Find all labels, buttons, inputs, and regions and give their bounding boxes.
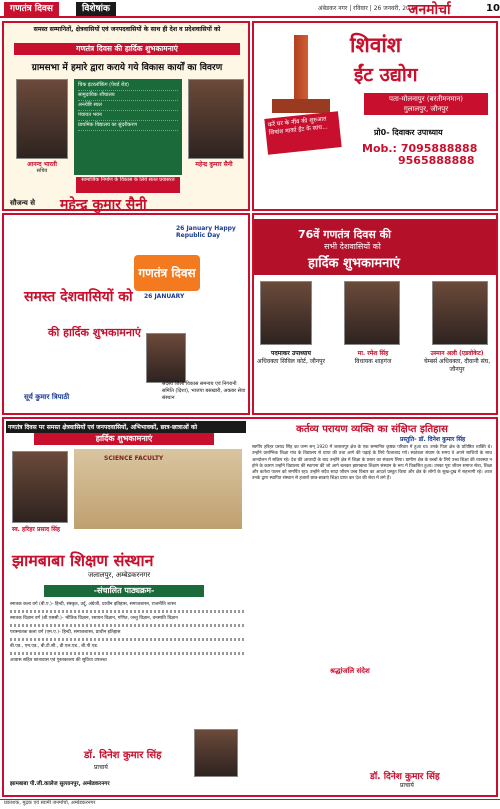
list-item: अन्त्येष्टि स्थल xyxy=(78,101,178,111)
person-role: विधायक शाहगंज xyxy=(354,358,392,365)
address-line: पता-मोलनापुर (बरतीमनमान) xyxy=(389,95,463,103)
address-line: गुलालपुर, जौनपुर xyxy=(403,105,449,113)
person-caption xyxy=(338,349,408,365)
brand-tagline: करें घर के नींव की शुरुआत शिवांश मार्का ईंट के साथ... xyxy=(264,111,341,155)
mobile-label: Mob.: xyxy=(362,142,397,155)
76th-republic-day-ad xyxy=(252,213,498,415)
list-item: स्नातक विज्ञान वर्ग (बी.एससी.)- भौतिक विज्ञान, रसायन विज्ञान, गणित, जन्तु विज्ञान, वनस्पति विज्ञान xyxy=(10,616,178,621)
director-role: प्राचार्य xyxy=(94,764,108,771)
portrait-photo xyxy=(146,333,186,383)
mobile-numbers xyxy=(362,143,477,167)
date-label: 26 JANUARY xyxy=(144,293,185,300)
portrait-photo xyxy=(16,79,68,159)
greeting-line: सभी देशवासियों को xyxy=(324,242,381,251)
proprietor: प्रो0- दिवाकर उपाध्याय xyxy=(374,128,443,137)
section-intro: गणतंत्र दिवस पर समस्त क्षेत्रवासियों एवं जनपदवासियों, अभिभावकों, छात्र-छात्राओं को xyxy=(6,421,246,433)
brand-title: शिवांश xyxy=(350,33,402,57)
sponsor-name: महेन्द्र कुमार सैनी xyxy=(60,197,147,213)
person-name: आनन्द भारती xyxy=(27,161,57,168)
list-item: चिक इंटरलॉकिंग (पेवर्ड रोड) xyxy=(78,81,178,91)
greeting-line: की हार्दिक शुभकामनाएं xyxy=(48,326,141,339)
article-body: स्वर्गीय हरिहर प्रसाद सिंह का जन्म सन् 1920 में जलालपुर क्षेत्र के एक सम्मानित कृषक परिवार में हुआ था। उनके पिता क्षेत्र के प्रतिष्ठित व्यक्ति थे। उन्होंने प्रारम्भिक शिक्षा गांव के विद्यालय से प्राप्त की तथा आगे की पढ़ाई के लिये फैजाबाद गये। स्वतंत्रता संग्राम के समय वे अपने साथियों के साथ आन्दोलन में सक्रिय रहे। देश की आजादी के बाद उन्होंने क्षेत्र में शिक्षा के प्रसार का संकल्प लिया। ग्रामीण क्षेत्र के बच्चों के लिये उच्च शिक्षा की व्यवस्था न होने के कारण उन्होंने विद्यालय की स्थापना की जो आगे चलकर झामबाबा शिक्षण संस्थान के रूप में विकसित हुआ। उनका पूरा जीवन समाज सेवा, शिक्षा और कर्तव्य पालन को समर्पित रहा। उन्होंने सदैव सादा जीवन उच्च विचार का आदर्श प्रस्तुत किया और क्षेत्र के लोगों के सुख-दुख में सहभागी रहे। आज उनके द्वारा स्थापित संस्थान से हजारों छात्र-छात्राएं शिक्षा प्राप्त कर देश की सेवा में लगे हैं। xyxy=(252,445,492,482)
institute-location: जलालपुर, अम्बेडकरनगर xyxy=(88,571,151,579)
section-tag: गणतंत्र दिवस xyxy=(4,2,59,16)
college-footer: झामबाबा पी.जी.कालेज सुल्तानपुर, अम्बेडकरनगर xyxy=(10,781,110,787)
institute-name: झामबाबा शिक्षण संस्थान xyxy=(12,551,154,570)
date-badge: 26 January Happy Republic Day xyxy=(176,225,236,239)
portrait-photo xyxy=(188,79,244,159)
ad-slogan: सामाजिक निर्माण के विकास के लिये सतत प्रयासरत xyxy=(76,177,180,193)
special-tag: विशेषांक xyxy=(76,2,116,16)
courses-list xyxy=(10,601,246,664)
sponsor-label: सौजन्य से xyxy=(10,199,36,207)
founder-photo xyxy=(12,451,68,523)
person-name: महेन्द्र कुमार सैनी xyxy=(195,161,233,168)
ad-intro: समस्त सम्मानितों, क्षेत्रवासियों एवं जनपदवासियों के साथ ही देश व प्रदेशवासियों को xyxy=(33,26,221,33)
person-name: सूर्य कुमार त्रिपाठी xyxy=(24,393,70,401)
list-item: स्नातक कला वर्ग (बी.ए.)- हिन्दी, संस्कृत, उर्दू, अंग्रेजी, प्राचीन इतिहास, समाजशास्त्र, राजनीति शास्त्र xyxy=(10,602,176,607)
village-development-ad xyxy=(2,21,250,211)
article-subheading: श्रद्धांजलि संदेश xyxy=(330,667,370,675)
person-role: सदस्य जिला विकास समन्वय एवं निगरानी समिति (दिशा), भाजपा बसखारी, अकबर सेवा संस्थान xyxy=(162,381,246,401)
portrait-photo xyxy=(344,281,400,345)
mobile-number: 7095888888 xyxy=(400,142,478,155)
article-heading: कर्तव्य परायण व्यक्ति का संक्षिप्त इतिहास xyxy=(296,424,448,435)
article xyxy=(250,421,494,793)
person-name: पदमाकर उपाध्याय xyxy=(271,350,311,357)
brand-subtitle: ईंट उद्योग xyxy=(354,64,418,86)
director-name: डॉ. दिनेश कुमार सिंह xyxy=(84,750,162,761)
page-number: 10 xyxy=(486,3,500,14)
article-signature: डॉ. दिनेश कुमार सिंह xyxy=(370,772,440,782)
greeting-line: 76वें गणतंत्र दिवस की xyxy=(298,228,391,241)
newspaper-logo: जनमोर्चा xyxy=(408,2,451,18)
founder-caption: स्व. हरिहर प्रसाद सिंह xyxy=(12,526,61,533)
person-name: मा. रमेश सिंह xyxy=(357,350,389,357)
courses-banner: -संचालित पाठ्यक्रम- xyxy=(44,585,204,597)
dateline: अंबेडकर नगर | रविवार | 26 जनवरी, 2025 xyxy=(318,5,418,12)
building-sign: SCIENCE FACULTY xyxy=(104,455,164,462)
page-footer: प्रकाशक, मुद्रक एवं स्वामी जनमोर्चा, अम्बेडकरनगर xyxy=(0,799,500,809)
person-name: उस्मान अली (एडवोकेट) xyxy=(430,350,484,357)
brand-address xyxy=(364,93,488,115)
list-item: परास्नातक कला वर्ग (एम.ए.)- हिन्दी, समाजशास्त्र, प्राचीन इतिहास xyxy=(10,630,121,635)
kiln-graphic xyxy=(272,99,330,113)
mobile-number: 9565888888 xyxy=(398,154,475,167)
greeting-banner: हार्दिक शुभकामनाएं xyxy=(34,433,214,445)
person-caption xyxy=(420,349,494,373)
republic-day-ribbon: गणतंत्र दिवस xyxy=(134,255,200,291)
director-photo xyxy=(194,729,238,777)
greeting-line: समस्त देशवासियों को xyxy=(24,289,133,305)
republic-day-greeting-ad xyxy=(2,213,250,415)
list-item: आवास सहित छात्रावास एवं पुस्तकालय की सुविधा उपलब्ध xyxy=(10,658,107,663)
institute-section xyxy=(2,417,498,797)
person-role: चेम्बर्स अधिवक्ता, दीवानी संघ, जौनपुर xyxy=(423,358,491,373)
person-role: सचिव xyxy=(36,168,48,174)
list-item: प्राथमिक विद्यालय का सुंदरीकरण xyxy=(78,121,178,131)
portrait-photo xyxy=(260,281,312,345)
article-author: प्रस्तुति- डॉ. दिनेश कुमार सिंह xyxy=(400,436,466,443)
signature-role: प्राचार्य xyxy=(400,782,414,789)
development-list xyxy=(74,79,182,175)
ad-greeting-banner: गणतंत्र दिवस की हार्दिक शुभकामनाएं xyxy=(14,43,240,55)
list-item: बी.एड., एम.एड., बी.टी.सी., डी.एल.एड., बी.पी.एड. xyxy=(10,644,99,649)
greeting-line: हार्दिक शुभकामनाएं xyxy=(308,256,400,271)
list-item: पंचायत भवन xyxy=(78,111,178,121)
list-item: सामुदायिक शौचालय xyxy=(78,91,178,101)
person-role: अधिवक्ता सिविल कोर्ट, जौनपुर xyxy=(257,358,325,365)
greeting-band xyxy=(254,219,496,275)
person-caption xyxy=(256,349,326,365)
brick-industry-ad xyxy=(252,21,498,211)
ad-headline: ग्रामसभा में हमारे द्वारा कराये गये विकास कार्यों का विवरण xyxy=(31,63,223,73)
portrait-photo xyxy=(432,281,488,345)
